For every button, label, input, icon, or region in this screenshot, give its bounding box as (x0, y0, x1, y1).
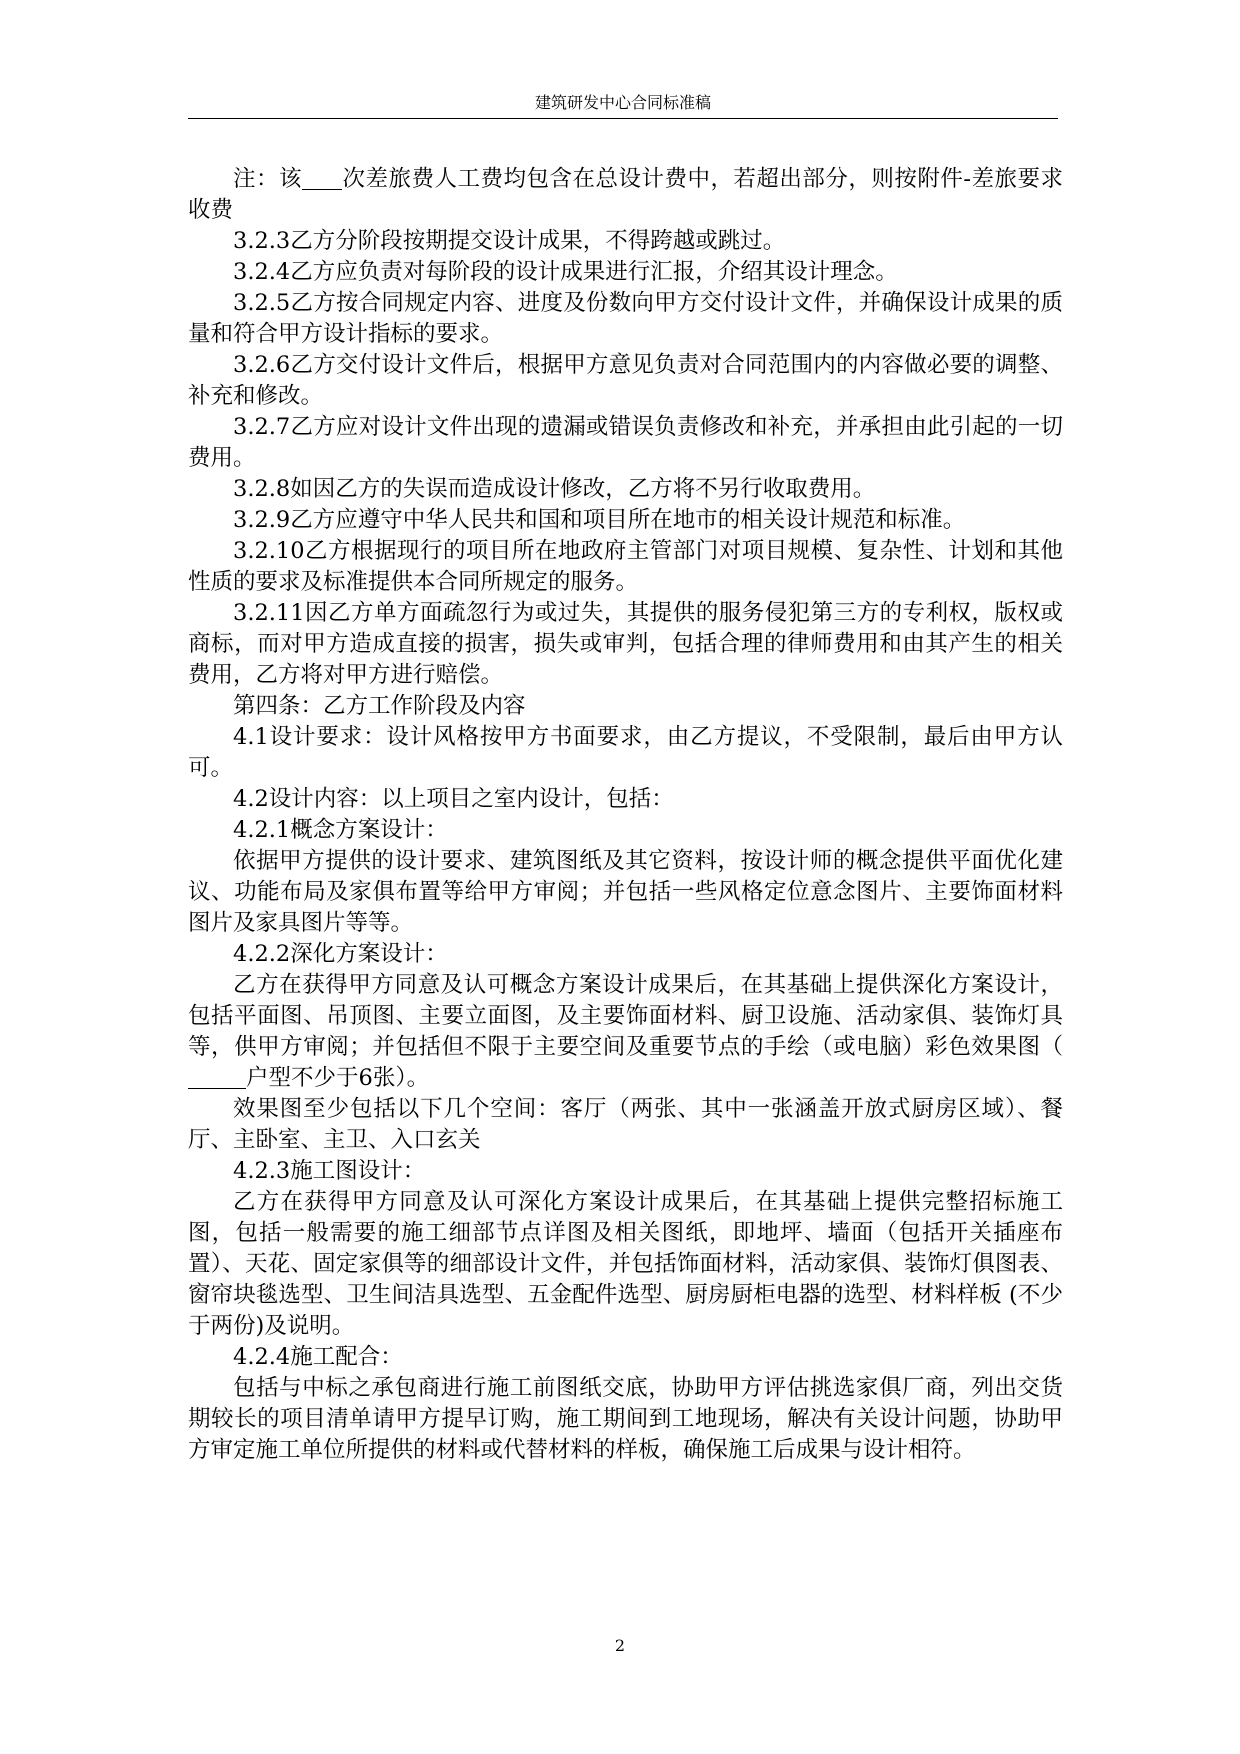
clause-3-2-6: 3.2.6乙方交付设计文件后，根据甲方意见负责对合同范围内的内容做必要的调整、补充和修改。 (188, 352, 1063, 409)
clause-3-2-3: 3.2.3乙方分阶段按期提交设计成果，不得跨越或跳过。 (233, 228, 786, 254)
paragraph-note-travel (188, 164, 1063, 226)
article-4-heading: 第四条：乙方工作阶段及内容 (233, 693, 526, 719)
blank-field (188, 1064, 246, 1089)
clause-3-2-4: 3.2.4乙方应负责对每阶段的设计成果进行汇报，介绍其设计理念。 (233, 259, 898, 285)
document-body (188, 164, 1063, 1466)
clause-4-2-1-body: 依据甲方提供的设计要求、建筑图纸及其它资料，按设计师的概念提供平面优化建议、功能布局及家俱布置等给甲方审阅；并包括一些风格定位意念图片、主要饰面材料图片及家具图片等等。 (188, 848, 1063, 936)
clause-3-2-5: 3.2.5乙方按合同规定内容、进度及份数向甲方交付设计文件，并确保设计成果的质量和符合甲方设计指标的要求。 (188, 290, 1063, 347)
clause-4-2-2-heading: 4.2.2深化方案设计： (233, 941, 448, 967)
page-number: 2 (614, 1636, 626, 1655)
clause-3-2-9: 3.2.9乙方应遵守中华人民共和国和项目所在地市的相关设计规范和标准。 (233, 507, 966, 533)
deepening-body-tail: 户型不少于6张）。 (246, 1065, 430, 1091)
clause-4-2: 4.2设计内容：以上项目之室内设计，包括： (233, 786, 674, 812)
clause-4-1: 4.1设计要求：设计风格按甲方书面要求，由乙方提议，不受限制，最后由甲方认可。 (188, 724, 1063, 781)
deepening-body-text: 乙方在获得甲方同意及认可概念方案设计成果后，在其基础上提供深化方案设计，包括平面图、吊顶图、主要立面图，及主要饰面材料、厨卫设施、活动家俱、装饰灯具等，供甲方审阅；并包括但不限于主要空间及重要节点的手绘（或电脑）彩色效果图（ (188, 972, 1063, 1060)
clause-4-2-3-body: 乙方在获得甲方同意及认可深化方案设计成果后，在其基础上提供完整招标施工图，包括一般需要的施工细部节点详图及相关图纸，即地坪、墙面（包括开关插座布置）、天花、固定家俱等的细部设计文件，并包括饰面材料，活动家俱、装饰灯俱图表、窗帘块毯选型、卫生间洁具选型、五金配件选型、厨房厨柜电器的选型、材料样板 (不少于两份)及说明。 (188, 1189, 1063, 1339)
clause-3-2-8: 3.2.8如因乙方的失误而造成设计修改，乙方将不另行收取费用。 (233, 476, 876, 502)
clause-3-2-11: 3.2.11因乙方单方面疏忽行为或过失，其提供的服务侵犯第三方的专利权，版权或商标，而对甲方造成直接的损害，损失或审判，包括合理的律师费用和由其产生的相关费用，乙方将对甲方进行赔偿。 (188, 600, 1063, 688)
rendering-spaces: 效果图至少包括以下几个空间：客厅（两张、其中一张涵盖开放式厨房区域）、餐厅、主卧室、主卫、入口玄关 (188, 1096, 1063, 1153)
clause-4-2-2-body (188, 970, 1063, 1094)
clause-4-2-1-heading: 4.2.1概念方案设计： (233, 817, 448, 843)
clause-4-2-3-heading: 4.2.3施工图设计： (233, 1158, 426, 1184)
clause-4-2-4-body: 包括与中标之承包商进行施工前图纸交底，协助甲方评估挑选家俱厂商，列出交货期较长的项目清单请甲方提早订购，施工期间到工地现场，解决有关设计问题，协助甲方审定施工单位所提供的材料或代替材料的样板，确保施工后成果与设计相符。 (188, 1375, 1063, 1463)
note-prefix: 注：该 (233, 166, 302, 192)
note-body: 次差旅费人工费均包含在总设计费中，若超出部分，则按附件-差旅要求收费 (188, 166, 1063, 223)
page-header (188, 88, 1058, 119)
header-title: 建筑研发中心合同标准稿 (534, 93, 711, 112)
clause-4-2-4-heading: 4.2.4施工配合： (233, 1344, 403, 1370)
clause-3-2-7: 3.2.7乙方应对设计文件出现的遗漏或错误负责修改和补充，并承担由此引起的一切费用。 (188, 414, 1063, 471)
clause-3-2-10: 3.2.10乙方根据现行的项目所在地政府主管部门对项目规模、复杂性、计划和其他性质的要求及标准提供本合同所规定的服务。 (188, 538, 1063, 595)
blank-field (302, 165, 342, 190)
